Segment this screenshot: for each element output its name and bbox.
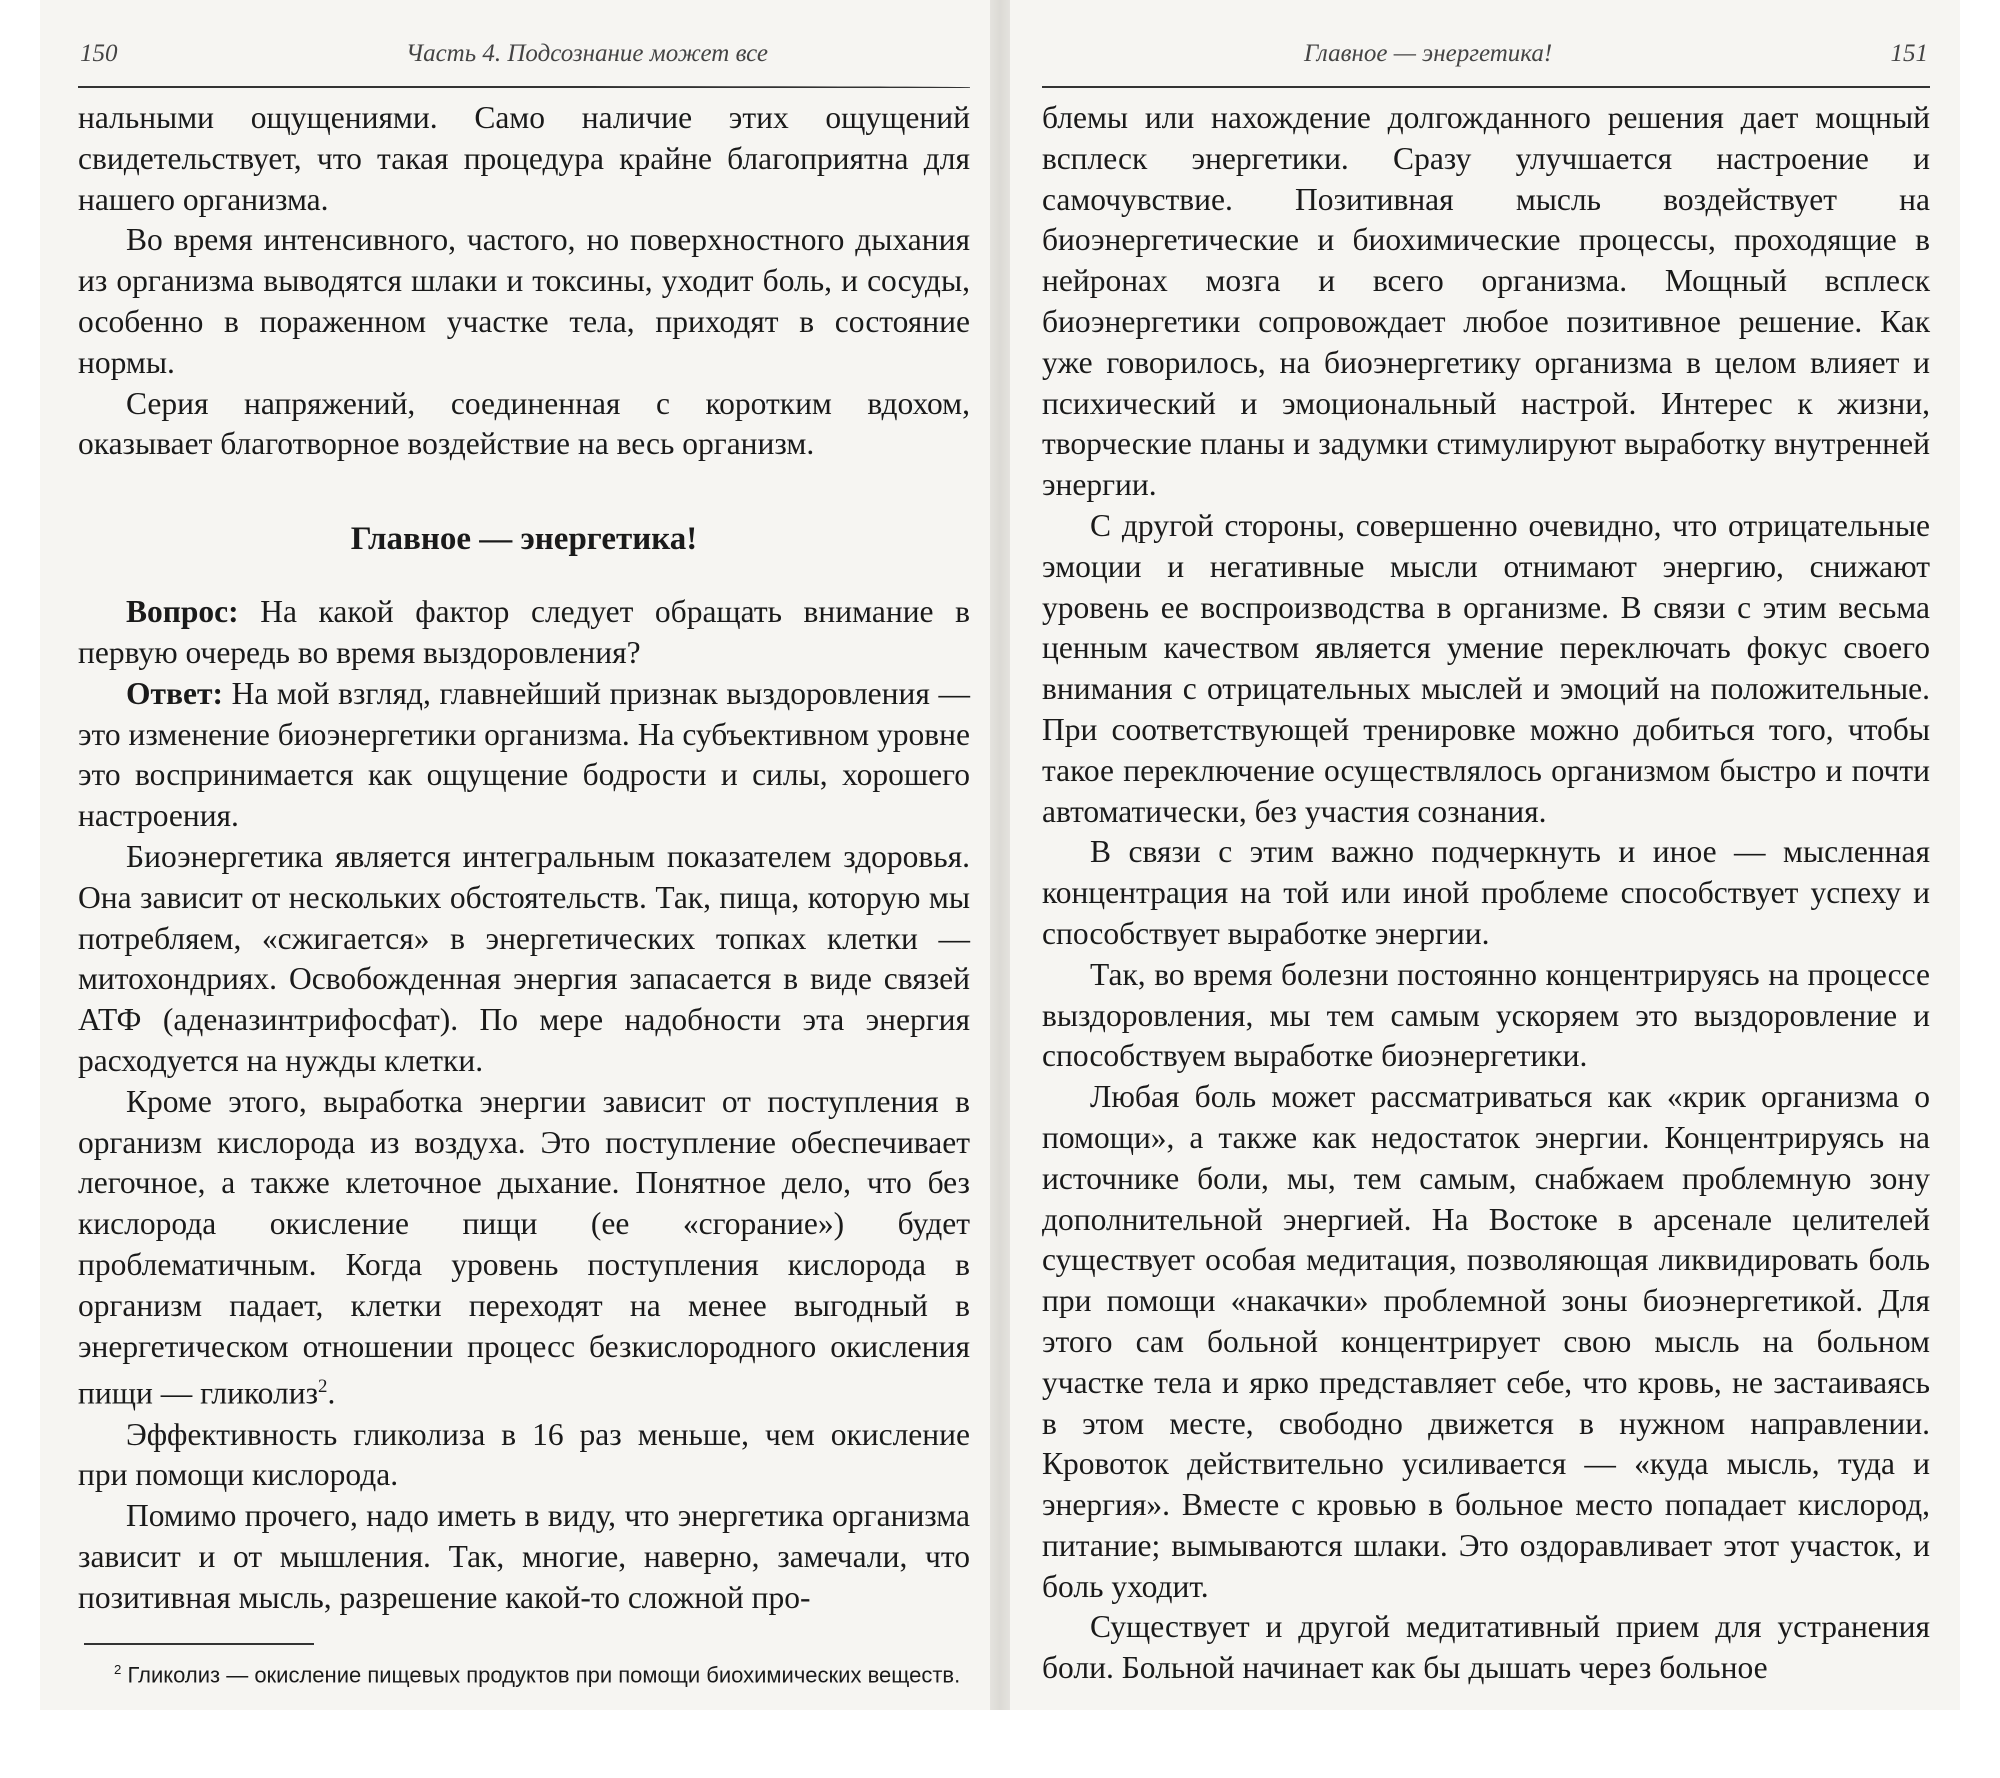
question-text: На какой фактор следует обращать внимание в первую очередь во время выздоровления? [78,594,970,670]
right-body-text [1042,98,1930,1689]
answer-label: Ответ: [126,675,223,711]
paragraph: Так, во время болезни постоянно концентрируясь на процессе выздоровления, мы тем самым ускоряем это выздоровление и способствуем выработке биоэнергетики. [1042,956,1930,1074]
paragraph: Существует и другой медитативный прием для устранения боли. Больной начинает как бы дышать через больное [1042,1609,1930,1686]
paragraph: Эффективность гликолиза в 16 раз меньше, чем окисление при помощи кислорода. [78,1416,970,1493]
paragraph: Помимо прочего, надо иметь в виду, что энергетика организма зависит и от мышления. Так, многие, наверно, замечали, что позитивная мысль, разрешение какой-то сложной про- [78,1498,970,1615]
footnote-reference[interactable]: 2 [318,1376,328,1398]
answer-text: На мой взгляд, главнейший признак выздоровления — это изменение биоэнергетики организма. На субъективном уровне это воспринимается как ощущение бодрости и силы, хорошего настроения. [78,675,970,834]
running-title: Часть 4. Подсознание может все [405,40,768,67]
header-rule [1042,86,1930,88]
footnote-rule [84,1643,314,1645]
question-label: Вопрос: [126,594,239,630]
section-heading: Главное — энергетика! [350,521,698,558]
paragraph: Серия напряжений, соединенная с коротким вдохом, оказывает благотворное воздействие на весь организм. [78,385,970,462]
footnote-text: Гликолиз — окисление пищевых продуктов при помощи биохимических веществ. [121,1661,961,1687]
paragraph: В связи с этим важно подчеркнуть и иное — мысленная концентрация на той или иной проблеме способствует успеху и способствует выработке энергии. [1042,834,1930,951]
paragraph: нальными ощущениями. Само наличие этих ощущений свидетельствует, что такая процедура крайне благоприятна для нашего организма. [78,100,970,217]
paragraph: Во время интенсивного, частого, но поверхностного дыхания из организма выводятся шлаки и токсины, уходит боль, и сосуды, особенно в пораженном участке тела, приходят в состояние нормы. [78,222,970,380]
header-rule [78,86,970,88]
paragraph-end: . [327,1375,336,1411]
right-running-head [1042,40,1930,80]
answer-paragraph [78,674,970,837]
paragraph: Любая боль может рассматриваться как «крик организма о помощи», а также как недостаток энергии. Концентрируясь на источнике боли, мы, тем самым, снабжаем проблемную зону дополнительной энергией. На Востоке в арсенале целителей существует особая медитация, позволяющая ликвидировать боль при помощи «накачки» проблемной зоны биоэнергетикой. Для этого сам больной концентрирует свою мысль на больном участке тела и ярко представляет себе, что кровь, не застаиваясь в этом месте, свободно движется в нужном направлении. Кровоток действительно усиливается — «куда мысль, туда и энергия». Вместе с кровью в больное место попадает кислород, питание; вымываются шлаки. Это оздоравливает этот участок, и боль уходит. [1042,1079,1930,1604]
paragraph: Биоэнергетика является интегральным показателем здоровья. Она зависит от нескольких обстоятельств. Так, пища, которую мы потребляем, «сжигается» в энергетических топках клетки — митохондриях. Освобожденная энергия запасается в виде связей АТФ (аденазинтрифосфат). По мере надобности эта энергия расходуется на нужды клетки. [78,838,970,1078]
question-paragraph [78,592,970,674]
left-running-head [78,40,970,80]
footnote-mark: 2 [114,1661,122,1677]
paragraph: блемы или нахождение долгожданного решения дает мощный всплеск энергетики. Сразу улучшается настроение и самочувствие. Позитивная мысль воздействует на биоэнергетические и биохимические процессы, проходящие в нейронах мозга и всего организма. Мощный всплеск биоэнергетики сопровождает любое позитивное решение. Как уже говорилось, на биоэнергетику организма в целом влияет и психический и эмоциональный настрой. Интерес к жизни, творческие планы и задумки стимулируют выработку внутренней энергии. [1042,100,1930,503]
left-body-text [78,98,970,1619]
left-page [40,0,990,1710]
glycolysis-paragraph [78,1082,970,1415]
right-page [1010,0,1960,1710]
page-number: 151 [1890,40,1928,67]
footnote [78,1655,970,1690]
running-title: Главное — энергетика! [1304,40,1553,67]
paragraph-text: Кроме этого, выработка энергии зависит от поступления в организм кислорода из воздуха. Это поступление обеспечивает легочное, а также клеточное дыхание. Понятное дело, что без кислорода окисление пищи (ее «сгорание») будет проблематичным. Когда уровень поступления кислорода в организм падает, клетки переходят на менее выгодный в энергетическом отношении процесс безкислородного окисления пищи — гликолиз [78,1083,970,1411]
page-number: 150 [80,40,118,67]
paragraph: С другой стороны, совершенно очевидно, что отрицательные эмоции и негативные мысли отнимают энергию, снижают уровень ее воспроизводства в организме. В связи с этим весьма ценным качеством является умение переключать фокус своего внимания с отрицательных мыслей и эмоций на положительные. При соответствующей тренировке можно добиться того, чтобы такое переключение осуществлялось организмом быстро и почти автоматически, без участия сознания. [1042,507,1930,829]
